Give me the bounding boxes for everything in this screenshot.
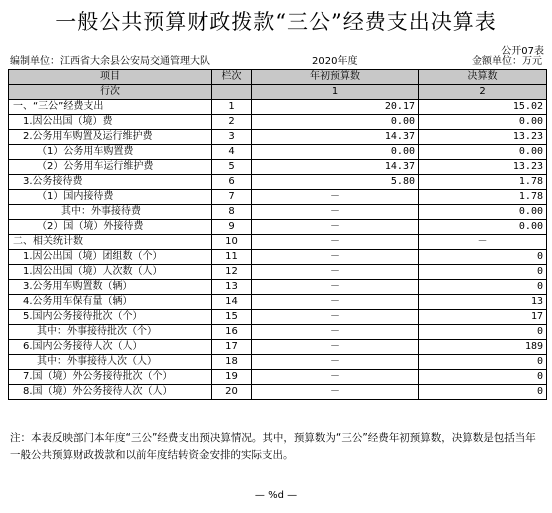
table-row	[9, 160, 547, 175]
row-seq: 15	[212, 310, 252, 325]
row-label: 1.因公出国（境）人次数（人）	[9, 265, 212, 280]
row-label: 1.因公出国（境）费	[9, 115, 212, 130]
form-number: 公开07表	[501, 46, 544, 57]
page-number: — %d —	[254, 490, 298, 501]
row-seq: 9	[212, 220, 252, 235]
table-row	[9, 220, 547, 235]
row-budget: －	[252, 190, 419, 205]
table-row	[9, 130, 547, 145]
page-title: 一般公共预算财政拨款“三公”经费支出决算表	[55, 10, 497, 34]
row-final: 15.02	[419, 100, 547, 115]
table-row	[9, 295, 547, 310]
row-budget: 14.37	[252, 130, 419, 145]
row-seq: 5	[212, 160, 252, 175]
table-row	[9, 205, 547, 220]
row-final: 13.23	[419, 160, 547, 175]
row-budget: －	[252, 295, 419, 310]
header-final-no: 2	[419, 85, 547, 100]
row-final: 0	[419, 355, 547, 370]
row-budget: －	[252, 220, 419, 235]
row-seq: 12	[212, 265, 252, 280]
table-row	[9, 250, 547, 265]
header-seq-blank	[212, 85, 252, 100]
row-budget: －	[252, 205, 419, 220]
table-row	[9, 385, 547, 400]
table-row	[9, 115, 547, 130]
header-row	[9, 70, 547, 85]
header-final: 决算数	[419, 70, 547, 85]
row-label: （1）公务用车购置费	[9, 145, 212, 160]
row-label: 其中：外事接待人次（人）	[9, 355, 212, 370]
expenditure-table	[8, 69, 547, 400]
row-seq: 11	[212, 250, 252, 265]
row-seq: 2	[212, 115, 252, 130]
row-seq: 8	[212, 205, 252, 220]
row-final: 0	[419, 370, 547, 385]
row-final: 13	[419, 295, 547, 310]
row-final: 0	[419, 325, 547, 340]
table-row	[9, 340, 547, 355]
row-seq: 7	[212, 190, 252, 205]
table-row	[9, 265, 547, 280]
unit-label: 编制单位：江西省大余县公安局交通管理大队	[10, 56, 210, 67]
row-budget: －	[252, 370, 419, 385]
row-final: 13.23	[419, 130, 547, 145]
table-row	[9, 310, 547, 325]
row-budget: －	[252, 310, 419, 325]
table-row	[9, 190, 547, 205]
row-budget: 20.17	[252, 100, 419, 115]
row-seq: 18	[212, 355, 252, 370]
header-row-col: 行次	[9, 85, 212, 100]
row-budget: －	[252, 340, 419, 355]
row-budget: 14.37	[252, 160, 419, 175]
row-final: 17	[419, 310, 547, 325]
row-label: 一、“三公”经费支出	[9, 100, 212, 115]
row-label: （2）国（境）外接待费	[9, 220, 212, 235]
row-final: 0.00	[419, 145, 547, 160]
row-final: 1.78	[419, 190, 547, 205]
table-row	[9, 355, 547, 370]
footnote: 注：本表反映部门本年度“三公”经费支出预决算情况。其中，预算数为“三公”经费年初预算数，决算数是包括当年一般公共预算财政拨款和以前年度结转资金安排的实际支出。	[10, 432, 536, 461]
table-row	[9, 175, 547, 190]
row-budget: －	[252, 265, 419, 280]
row-label: 4.公务用车保有量（辆）	[9, 295, 212, 310]
row-label: 2.公务用车购置及运行维护费	[9, 130, 212, 145]
row-label: 3.公务接待费	[9, 175, 212, 190]
row-budget: 0.00	[252, 145, 419, 160]
row-label: （1）国内接待费	[9, 190, 212, 205]
row-label: 其中：外事接待批次（个）	[9, 325, 212, 340]
row-label: 3.公务用车购置数（辆）	[9, 280, 212, 295]
row-label: 二、相关统计数	[9, 235, 212, 250]
row-seq: 1	[212, 100, 252, 115]
row-label: （2）公务用车运行维护费	[9, 160, 212, 175]
row-seq: 14	[212, 295, 252, 310]
row-final: －	[419, 235, 547, 250]
row-final: 0.00	[419, 205, 547, 220]
row-final: 0.00	[419, 115, 547, 130]
row-label: 7.国（境）外公务接待批次（个）	[9, 370, 212, 385]
table-row	[9, 235, 547, 250]
row-budget: －	[252, 385, 419, 400]
row-final: 0.00	[419, 220, 547, 235]
header-row-numbers	[9, 85, 547, 100]
row-seq: 6	[212, 175, 252, 190]
table-row	[9, 325, 547, 340]
row-budget: －	[252, 355, 419, 370]
header-budget-no: 1	[252, 85, 419, 100]
row-budget: 0.00	[252, 115, 419, 130]
header-budget: 年初预算数	[252, 70, 419, 85]
row-label: 其中：外事接待费	[9, 205, 212, 220]
row-final: 0	[419, 250, 547, 265]
header-item: 项目	[9, 70, 212, 85]
row-budget: －	[252, 235, 419, 250]
row-final: 0	[419, 265, 547, 280]
row-final: 0	[419, 385, 547, 400]
header-seq: 栏次	[212, 70, 252, 85]
money-unit-label: 金额单位：万元	[472, 56, 542, 67]
row-seq: 17	[212, 340, 252, 355]
row-label: 5.国内公务接待批次（个）	[9, 310, 212, 325]
row-seq: 16	[212, 325, 252, 340]
row-seq: 19	[212, 370, 252, 385]
row-budget: －	[252, 250, 419, 265]
table-row	[9, 370, 547, 385]
row-final: 189	[419, 340, 547, 355]
row-seq: 20	[212, 385, 252, 400]
row-label: 8.国（境）外公务接待人次（人）	[9, 385, 212, 400]
row-budget: －	[252, 280, 419, 295]
year-label: 2020年度	[312, 56, 358, 67]
row-label: 1.因公出国（境）团组数（个）	[9, 250, 212, 265]
row-budget: 5.80	[252, 175, 419, 190]
row-final: 0	[419, 280, 547, 295]
row-final: 1.78	[419, 175, 547, 190]
row-seq: 13	[212, 280, 252, 295]
row-seq: 3	[212, 130, 252, 145]
row-budget: －	[252, 325, 419, 340]
row-seq: 10	[212, 235, 252, 250]
table-row	[9, 145, 547, 160]
table-row	[9, 100, 547, 115]
table-row	[9, 280, 547, 295]
row-label: 6.国内公务接待人次（人）	[9, 340, 212, 355]
row-seq: 4	[212, 145, 252, 160]
